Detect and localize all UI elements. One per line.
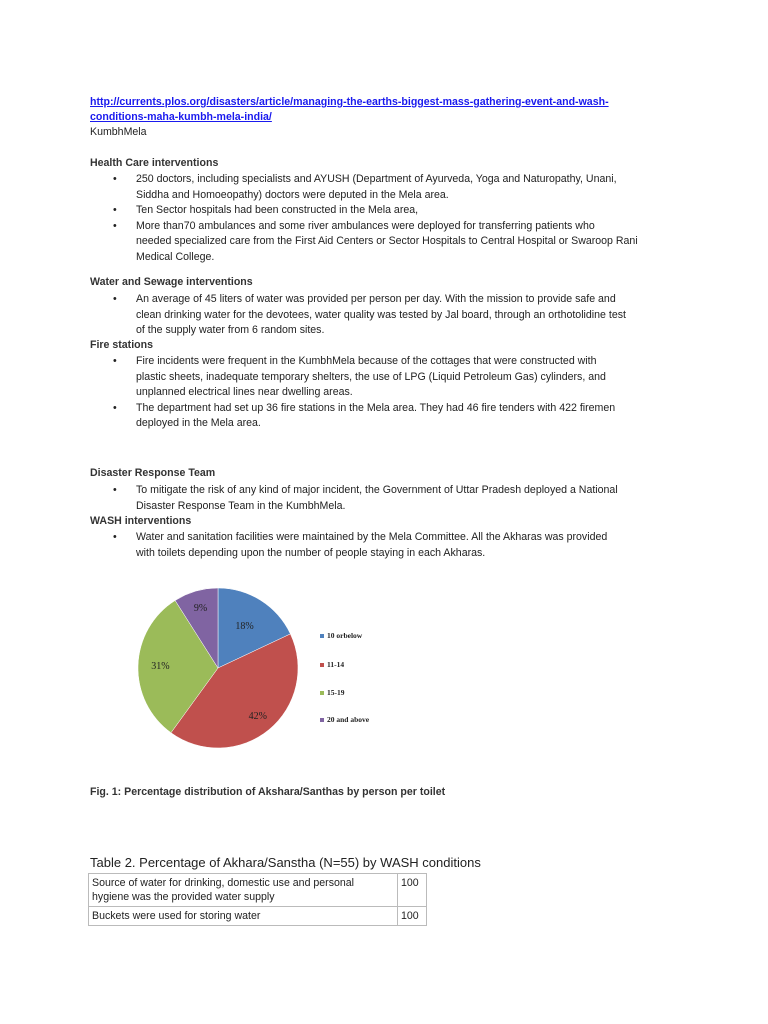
table-row — [89, 907, 427, 926]
pie-data-label: 9% — [193, 603, 208, 615]
pie-chart-svg — [90, 572, 390, 772]
list-item: • An average of 45 liters of water was provided per person per day. With the mission to provide safe and clean drinking water for the devotees, water quality was tested by Jal board, through an orthotolidine test of the supply water from 6 random sites. — [90, 292, 690, 339]
disaster-bullets — [90, 483, 690, 514]
list-item: • Ten Sector hospitals had been constructed in the Mela area, — [90, 203, 690, 219]
source-url-link[interactable] — [90, 95, 690, 125]
disaster-heading: Disaster Response Team — [90, 467, 216, 479]
legend-label: 20 and above — [327, 715, 370, 724]
source-url-line-2[interactable]: conditions-maha-kumbh-mela-india/ — [90, 111, 272, 123]
legend-item — [320, 688, 345, 697]
table-row — [89, 874, 427, 907]
legend-label: 11-14 — [327, 660, 345, 669]
legend-label: 10 orbelow — [327, 631, 363, 640]
legend-swatch — [320, 663, 324, 667]
figure-caption: Fig. 1: Percentage distribution of Akshara/Santhas by person per toilet — [90, 786, 446, 798]
pie-data-label: 31% — [151, 661, 170, 673]
pie-chart — [90, 572, 390, 772]
wash-bullets — [90, 530, 690, 561]
table-cell-value: 100 — [398, 874, 427, 907]
list-item: • To mitigate the risk of any kind of major incident, the Government of Uttar Pradesh deployed a National Disaster Response Team in the KumbhMela. — [90, 483, 690, 514]
source-url-line-1[interactable]: http://currents.plos.org/disasters/article/managing-the-earths-biggest-mass-gathering-event-and-wash- — [90, 96, 609, 108]
list-item: • 250 doctors, including specialists and AYUSH (Department of Ayurveda, Yoga and Naturopathy, Unani, Siddha and Homoeopathy) doctors were deputed in the Mela area. — [90, 172, 690, 203]
table-cell-label: Buckets were used for storing water — [89, 907, 398, 926]
list-item: • More than70 ambulances and some river ambulances were deployed for transferring patients who needed specialized care from the First Aid Centers or Sector Hospitals to Central Hospital or Swaroop Rani Medical College. — [90, 219, 690, 266]
water-bullets — [90, 292, 690, 339]
doc-title: KumbhMela — [90, 126, 147, 138]
legend-item — [320, 631, 362, 640]
legend-item — [320, 660, 344, 669]
fire-bullets — [90, 354, 690, 432]
legend-label: 15-19 — [327, 688, 345, 697]
water-heading: Water and Sewage interventions — [90, 276, 253, 288]
fire-heading: Fire stations — [90, 339, 153, 351]
legend-item — [320, 715, 369, 724]
table-cell-value: 100 — [398, 907, 427, 926]
table-cell-label: Source of water for drinking, domestic use and personal hygiene was the provided water supply — [89, 874, 398, 907]
pie-data-label: 18% — [235, 621, 254, 633]
table-title: Table 2. Percentage of Akhara/Sanstha (N=55) by WASH conditions — [90, 855, 481, 870]
list-item: • Fire incidents were frequent in the KumbhMela because of the cottages that were constructed with plastic sheets, inadequate temporary shelters, the use of LPG (Liquid Petroleum Gas) cylinders, and unplanned electrical lines near dwelling areas. — [90, 354, 690, 401]
legend-swatch — [320, 718, 324, 722]
list-item: • Water and sanitation facilities were maintained by the Mela Committee. All the Akharas was provided with toilets depending upon the number of people staying in each Akharas. — [90, 530, 690, 561]
legend-swatch — [320, 691, 324, 695]
legend-swatch — [320, 634, 324, 638]
wash-table — [88, 873, 427, 926]
wash-heading: WASH interventions — [90, 515, 192, 527]
list-item: • The department had set up 36 fire stations in the Mela area. They had 46 fire tenders with 422 firemen deployed in the Mela area. — [90, 401, 690, 432]
health-heading: Health Care interventions — [90, 157, 219, 169]
health-bullets — [90, 172, 690, 266]
pie-data-label: 42% — [248, 711, 267, 723]
